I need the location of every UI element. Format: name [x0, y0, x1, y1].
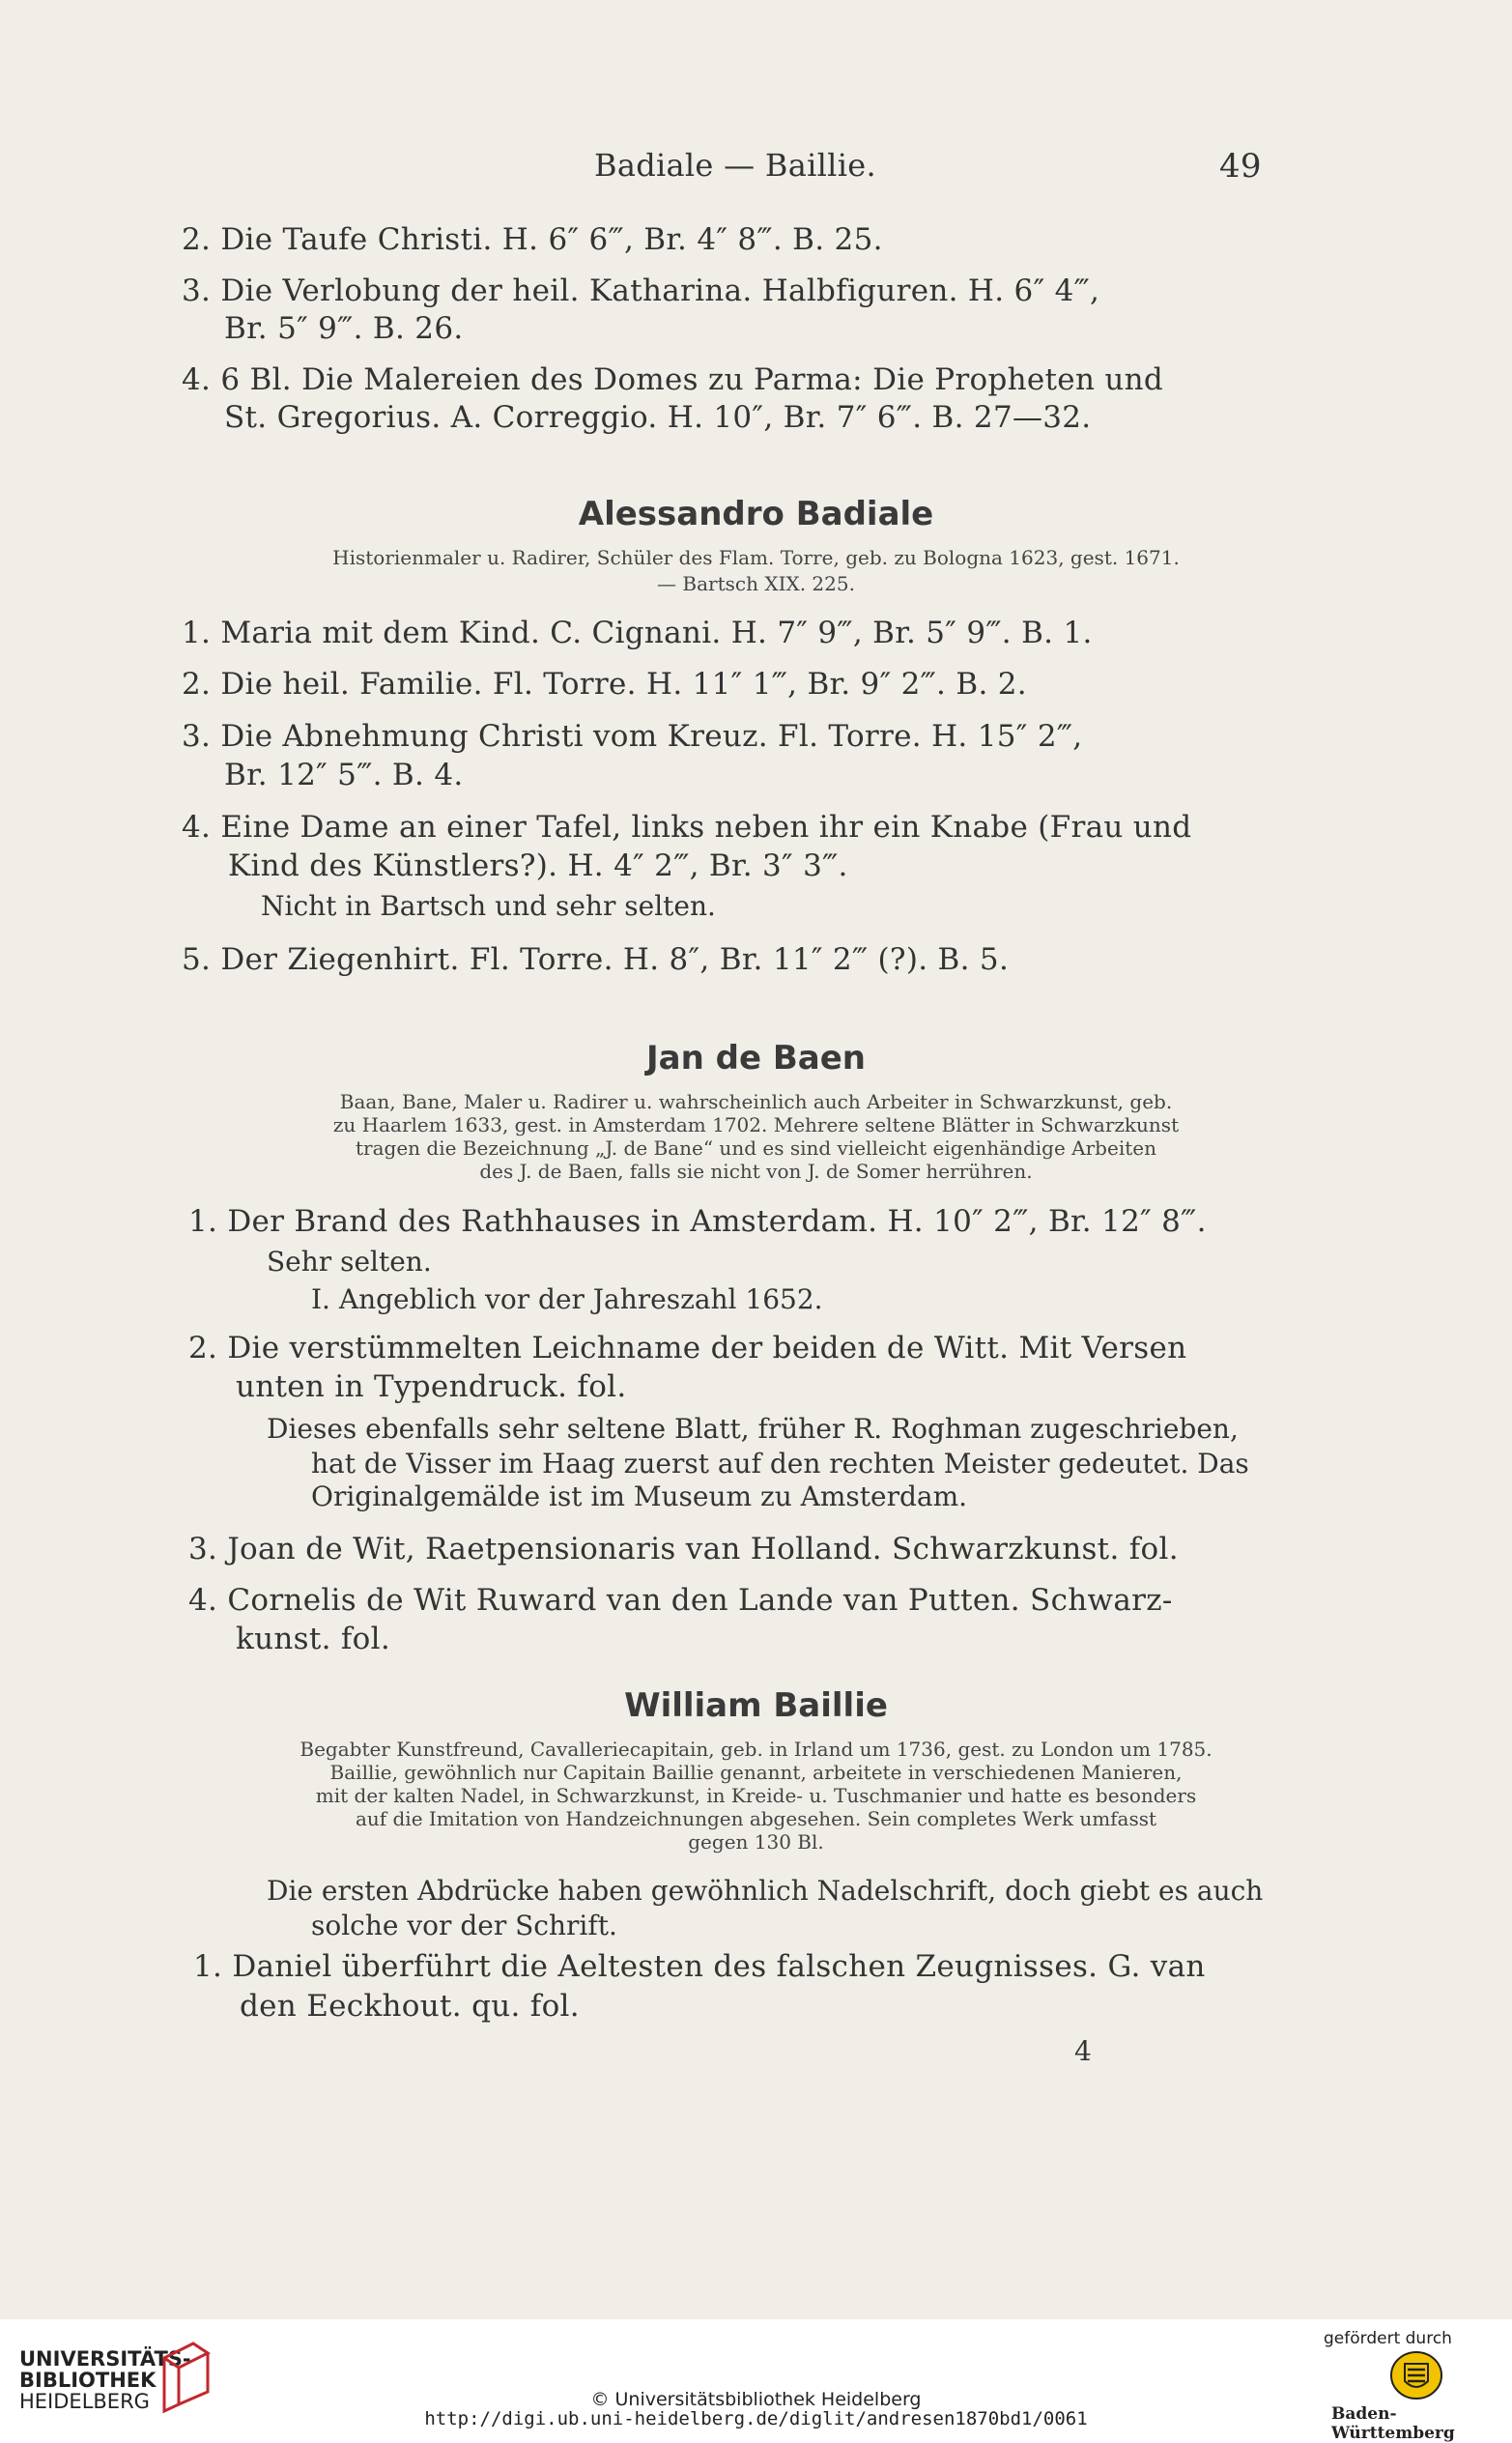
- entry-line: 2. Die Taufe Christi. H. 6″ 6‴, Br. 4″ 8‴. B. 25.: [182, 222, 883, 257]
- permalink[interactable]: http://digi.ub.uni-heidelberg.de/diglit/andresen1870bd1/0061: [424, 2408, 1088, 2429]
- footer: [0, 2319, 1512, 2443]
- section-heading: Alessandro Badiale: [578, 495, 934, 533]
- coat-of-arms-icon: [1389, 2350, 1443, 2400]
- bio-line: Baan, Bane, Maler u. Radirer u. wahrscheinlich auch Arbeiter in Schwarzkunst, geb.: [339, 1090, 1173, 1113]
- entry-line: 4. Cornelis de Wit Ruward van den Lande van Putten. Schwarz-: [188, 1583, 1173, 1618]
- logo-line: HEIDELBERG: [19, 2390, 150, 2413]
- logo-line: UNIVERSITÄTS-: [19, 2347, 191, 2371]
- bio-line: auf die Imitation von Handzeichnungen abgesehen. Sein completes Werk umfasst: [355, 1807, 1157, 1830]
- section-heading: Jan de Baen: [646, 1039, 866, 1078]
- entry-line: 2. Die heil. Familie. Fl. Torre. H. 11″ 1‴, Br. 9″ 2‴. B. 2.: [182, 667, 1027, 702]
- section-heading: William Baillie: [624, 1686, 888, 1725]
- entry-line: 3. Die Verlobung der heil. Katharina. Halbfiguren. H. 6″ 4‴,: [182, 273, 1100, 308]
- entry-line: 2. Die verstümmelten Leichname der beiden de Witt. Mit Versen: [188, 1331, 1187, 1365]
- entry-note: Die ersten Abdrücke haben gewöhnlich Nadelschrift, doch giebt es auch: [267, 1875, 1264, 1907]
- entry-line: den Eeckhout. qu. fol.: [240, 1989, 580, 2024]
- entry-line: unten in Typendruck. fol.: [236, 1369, 627, 1404]
- page-number: 49: [1219, 147, 1262, 186]
- entry-note: I. Angeblich vor der Jahreszahl 1652.: [311, 1283, 823, 1315]
- entry-line: Br. 5″ 9‴. B. 26.: [224, 311, 464, 346]
- bio-line: — Bartsch XIX. 225.: [657, 572, 855, 595]
- bio-line: gegen 130 Bl.: [688, 1830, 824, 1854]
- entry-line: St. Gregorius. A. Correggio. H. 10″, Br. 7″ 6‴. B. 27—32.: [224, 400, 1092, 435]
- entry-line: 1. Der Brand des Rathhauses in Amsterdam. H. 10″ 2‴, Br. 12″ 8‴.: [188, 1204, 1207, 1239]
- logo-line: BIBLIOTHEK: [19, 2369, 157, 2392]
- entry-note: hat de Visser im Haag zuerst auf den rechten Meister gedeutet. Das: [311, 1448, 1249, 1480]
- entry-line: 1. Daniel überführt die Aeltesten des falschen Zeugnisses. G. van: [193, 1949, 1206, 1984]
- bio-line: zu Haarlem 1633, gest. in Amsterdam 1702. Mehrere seltene Blätter in Schwarzkunst: [332, 1113, 1180, 1136]
- entry-note: Nicht in Bartsch und sehr selten.: [261, 890, 716, 922]
- entry-line: 1. Maria mit dem Kind. C. Cignani. H. 7″ 9‴, Br. 5″ 9‴. B. 1.: [182, 616, 1093, 650]
- bio-line: mit der kalten Nadel, in Schwarzkunst, in Kreide- u. Tuschmanier und hatte es besonders: [315, 1784, 1197, 1807]
- running-title: Badiale — Baillie.: [594, 147, 876, 184]
- entry-line: 5. Der Ziegenhirt. Fl. Torre. H. 8″, Br. 11″ 2‴ (?). B. 5.: [182, 942, 1010, 977]
- bio-line: Historienmaler u. Radirer, Schüler des Flam. Torre, geb. zu Bologna 1623, gest. 1671.: [332, 546, 1180, 569]
- bio-line: Baillie, gewöhnlich nur Capitain Baillie genannt, arbeitete in verschiedenen Manieren,: [329, 1761, 1183, 1784]
- sponsor-name: Baden-Württemberg: [1331, 2404, 1455, 2443]
- entry-line: 4. Eine Dame an einer Tafel, links neben ihr ein Knabe (Frau und: [182, 810, 1192, 845]
- entry-line: Br. 12″ 5‴. B. 4.: [224, 758, 464, 792]
- entry-note: Dieses ebenfalls sehr seltene Blatt, früher R. Roghman zugeschrieben,: [267, 1413, 1239, 1445]
- entry-line: kunst. fol.: [236, 1622, 390, 1656]
- bio-line: Begabter Kunstfreund, Cavalleriecapitain, geb. in Irland um 1736, gest. zu London um 1785.: [300, 1738, 1212, 1761]
- sponsor-label: gefördert durch: [1324, 2329, 1452, 2348]
- entry-note: Sehr selten.: [267, 1246, 432, 1278]
- entry-note: Originalgemälde ist im Museum zu Amsterdam.: [311, 1480, 968, 1512]
- copyright-text: © Universitätsbibliothek Heidelberg: [590, 2389, 922, 2410]
- signature-mark: 4: [1074, 2035, 1093, 2067]
- entry-line: 3. Die Abnehmung Christi vom Kreuz. Fl. Torre. H. 15″ 2‴,: [182, 719, 1083, 754]
- entry-note: solche vor der Schrift.: [311, 1910, 617, 1941]
- bio-line: des J. de Baen, falls sie nicht von J. de Somer herrühren.: [479, 1160, 1033, 1183]
- entry-line: 4. 6 Bl. Die Malereien des Domes zu Parma: Die Propheten und: [182, 362, 1164, 397]
- entry-line: Kind des Künstlers?). H. 4″ 2‴, Br. 3″ 3‴.: [228, 848, 848, 883]
- entry-line: 3. Joan de Wit, Raetpensionaris van Holland. Schwarzkunst. fol.: [188, 1532, 1179, 1566]
- bio-line: tragen die Bezeichnung „J. de Bane“ und es sind vielleicht eigenhändige Arbeiten: [356, 1136, 1156, 1160]
